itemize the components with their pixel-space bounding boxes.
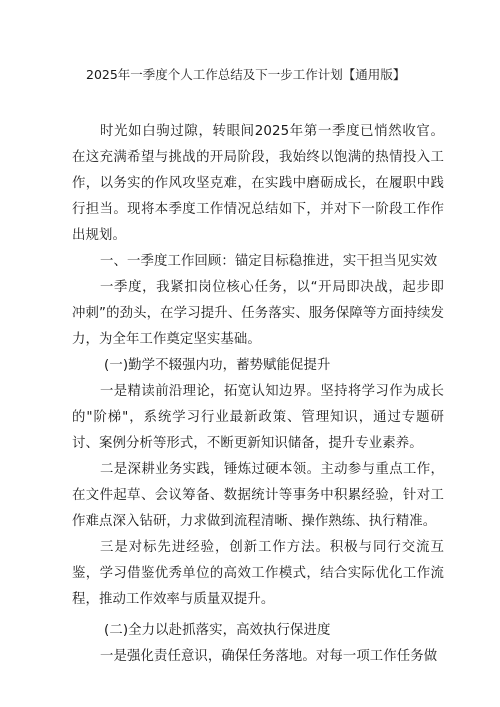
document-title: 2025年一季度个人工作总结及下一步工作计划【通用版】	[86, 67, 406, 82]
body-paragraph: 一是强化责任意识，确保任务落地。对每一项工作任务做	[100, 649, 438, 664]
intro-paragraph: 时光如白驹过隙，转眼间2025年第一季度已悄然收官。在这充满希望与挑战的开局阶段，我始终以饱满的热情投入工作，以务实的作风攻坚克难，在实践中磨砺成长，在履职中践行担当。现将本季度工作情况总结如下，并对下一阶段工作作出规划。	[72, 124, 444, 243]
subsection-heading-1: (一)勤学不辍强内功，蓄势赋能促提升	[104, 358, 331, 373]
section-heading-1: 一、一季度工作回顾：锚定目标稳推进，实干担当见实效	[100, 254, 438, 269]
body-paragraph: 二是深耕业务实践，锤炼过硬本领。主动参与重点工作，在文件起草、会议筹备、数据统计等事务中积累经验，针对工作难点深入钻研，力求做到流程清晰、操作熟练、执行精准。	[72, 462, 444, 529]
subsection-heading-2: (二)全力以赴抓落实，高效执行保进度	[104, 623, 331, 638]
section-summary-paragraph: 一季度，我紧扣岗位核心任务，以“开局即决战，起步即冲刺”的劲头，在学习提升、任务落实、服务保障等方面持续发力，为全年工作奠定坚实基础。	[72, 280, 444, 347]
document-body	[72, 119, 444, 670]
body-paragraph: 三是对标先进经验，创新工作方法。积极与同行交流互鉴，学习借鉴优秀单位的高效工作模式，结合实际优化工作流程，推动工作效率与质量双提升。	[72, 540, 444, 607]
body-paragraph: 一是精读前沿理论，拓宽认知边界。坚持将学习作为成长的"阶梯"，系统学习行业最新政策、管理知识，通过专题研讨、案例分析等形式，不断更新知识储备，提升专业素养。	[72, 384, 444, 451]
